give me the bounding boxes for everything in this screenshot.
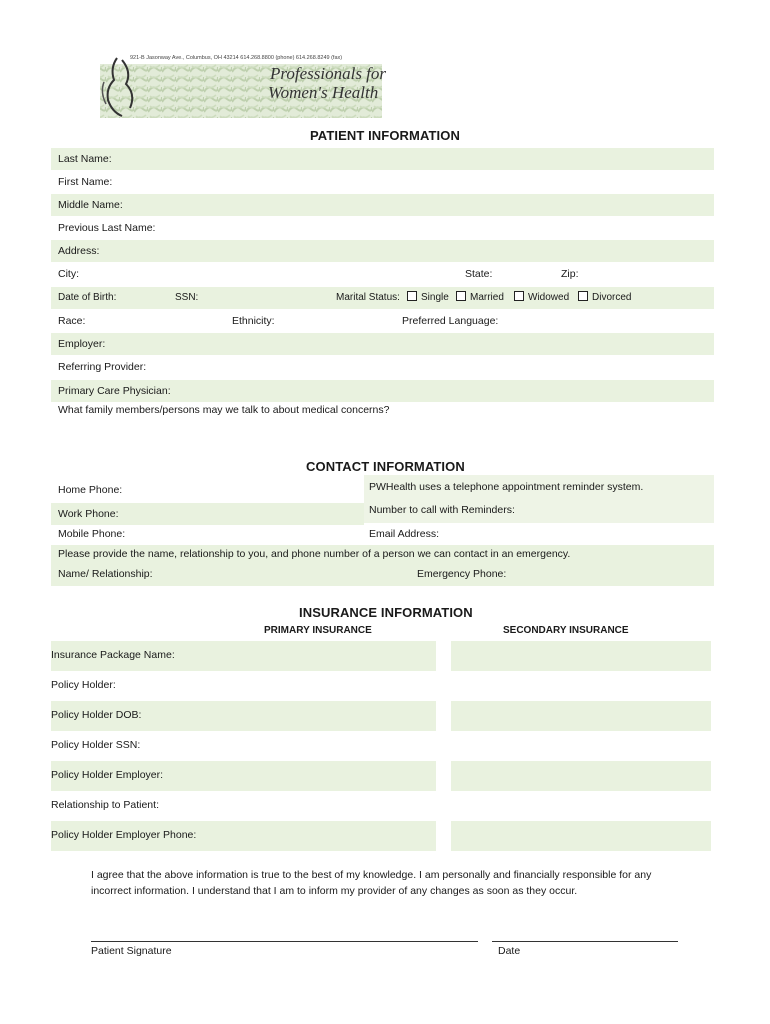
policy-holder-employer-phone-label: Policy Holder Employer Phone: (51, 829, 197, 841)
home-phone-label: Home Phone: (58, 484, 123, 496)
zip-label: Zip: (561, 268, 579, 280)
widowed-checkbox[interactable] (514, 291, 524, 301)
widowed-label: Widowed (528, 292, 570, 303)
city-label: City: (58, 268, 79, 280)
emergency-phone-label: Emergency Phone: (417, 568, 507, 580)
reminder-note: PWHealth uses a telephone appointment reminder system. (369, 481, 644, 493)
agreement-line1: I agree that the above information is true to the best of my knowledge. I am personally and financially responsible for any (91, 869, 652, 881)
marital-married[interactable] (456, 291, 504, 305)
work-phone-label: Work Phone: (58, 508, 119, 520)
primary-insurance-header: PRIMARY INSURANCE (264, 625, 372, 636)
secondary-insurance-header: SECONDARY INSURANCE (503, 625, 629, 636)
secondary-box-4[interactable] (451, 761, 711, 791)
band-address (51, 240, 714, 262)
insurance-info-title: INSURANCE INFORMATION (299, 605, 473, 620)
married-checkbox[interactable] (456, 291, 466, 301)
employer-label: Employer: (58, 338, 106, 350)
divorced-checkbox[interactable] (578, 291, 588, 301)
mobile-phone-label: Mobile Phone: (58, 528, 126, 540)
emergency-note: Please provide the name, relationship to you, and phone number of a person we can contact in an emergency. (58, 548, 571, 560)
relationship-to-patient-label: Relationship to Patient: (51, 799, 159, 811)
patient-signature-label: Patient Signature (91, 945, 172, 957)
marital-status-label: Marital Status: (336, 292, 400, 303)
policy-holder-dob-label: Policy Holder DOB: (51, 709, 142, 721)
middle-name-label: Middle Name: (58, 199, 123, 211)
marital-divorced[interactable] (578, 291, 631, 305)
agreement-line2: incorrect information. I understand that I am to inform my provider of any changes as soon as they occur. (91, 885, 578, 897)
contact-info-title: CONTACT INFORMATION (306, 459, 465, 474)
band-last-name (51, 148, 714, 170)
referring-provider-label: Referring Provider: (58, 361, 147, 373)
policy-holder-label: Policy Holder: (51, 679, 116, 691)
policy-holder-employer-label: Policy Holder Employer: (51, 769, 164, 781)
marital-single[interactable] (407, 291, 449, 305)
policy-holder-ssn-label: Policy Holder SSN: (51, 739, 141, 751)
reminder-number-label: Number to call with Reminders: (369, 504, 515, 516)
patient-info-title: PATIENT INFORMATION (310, 128, 460, 143)
race-label: Race: (58, 315, 86, 327)
insurance-package-name-label: Insurance Package Name: (51, 649, 175, 661)
address-label: Address: (58, 245, 100, 257)
secondary-box-6[interactable] (451, 821, 711, 851)
family-members-label: What family members/persons may we talk to about medical concerns? (58, 404, 390, 416)
marital-widowed[interactable] (514, 291, 569, 305)
single-checkbox[interactable] (407, 291, 417, 301)
secondary-box-2[interactable] (451, 701, 711, 731)
date-label: Date (498, 945, 521, 957)
patient-signature-line[interactable] (91, 941, 478, 942)
band-employer (51, 333, 714, 355)
pcp-label: Primary Care Physician: (58, 385, 171, 397)
logo-text-line1: Professionals for (270, 64, 387, 83)
dob-label: Date of Birth: (58, 292, 117, 303)
married-label: Married (470, 292, 504, 303)
preferred-language-label: Preferred Language: (402, 315, 499, 327)
logo-text-line2: Women's Health (268, 83, 379, 102)
state-label: State: (465, 268, 493, 280)
band-middle-name (51, 194, 714, 216)
secondary-box-0[interactable] (451, 641, 711, 671)
last-name-label: Last Name: (58, 153, 112, 165)
divorced-label: Divorced (592, 292, 632, 303)
email-label: Email Address: (369, 528, 440, 540)
name-relationship-label: Name/ Relationship: (58, 568, 153, 580)
first-name-label: First Name: (58, 176, 113, 188)
single-label: Single (421, 292, 449, 303)
ethnicity-label: Ethnicity: (232, 315, 275, 327)
date-line[interactable] (492, 941, 678, 942)
previous-last-name-label: Previous Last Name: (58, 222, 156, 234)
logo (92, 54, 387, 120)
clinic-address: 921-B Jasonway Ave., Columbus, OH 43214 614.268.8800 (phone) 614.268.8249 (fax) (130, 55, 343, 61)
ssn-label: SSN: (175, 292, 199, 303)
